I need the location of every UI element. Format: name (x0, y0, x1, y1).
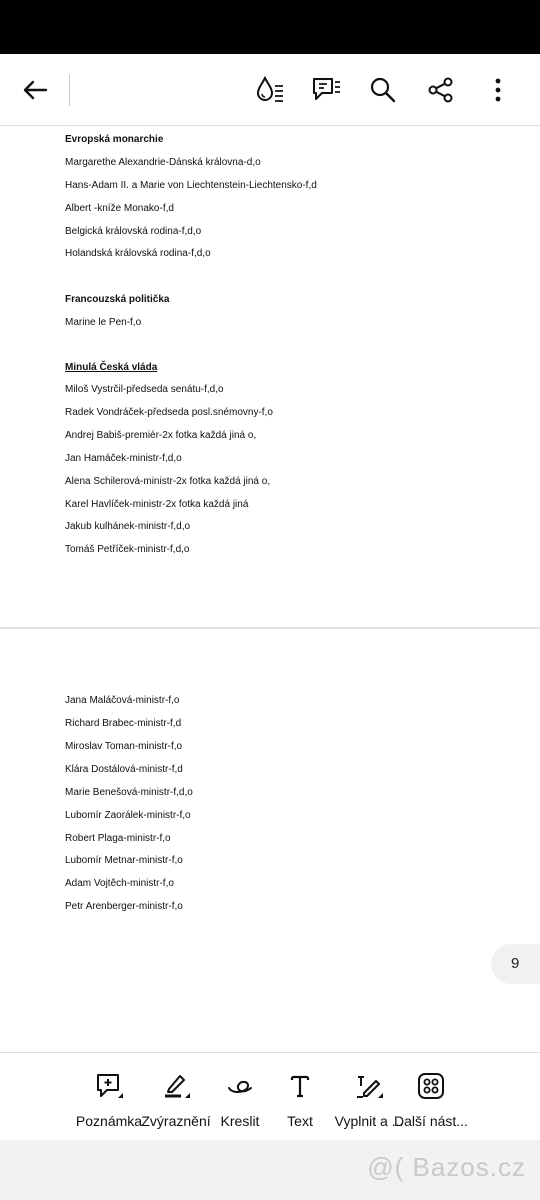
more-tools-icon (416, 1071, 446, 1101)
tool-label: Zvýraznění (141, 1113, 211, 1129)
watermark-band (0, 1140, 540, 1200)
section-heading: Francouzská politička (65, 294, 170, 305)
search-icon[interactable] (361, 68, 405, 112)
page-number-badge[interactable]: 9 (491, 944, 540, 984)
document-line: Klára Dostálová-ministr-f,d (65, 764, 183, 775)
document-line: Margarethe Alexandrie-Dánská královna-d,o (65, 157, 261, 168)
tool-label: Text (287, 1113, 313, 1129)
document-line: Richard Brabec-ministr-f,d (65, 718, 182, 729)
tool-label: Vyplnit a ... (334, 1113, 404, 1129)
document-line: Holandská královská rodina-f,d,o (65, 248, 211, 259)
document-line: Radek Vondráček-předseda posl.snémovny-f,o (65, 407, 273, 418)
tool-more[interactable] (386, 1069, 476, 1133)
watermark-text: @( Bazos.cz (367, 1152, 526, 1182)
bottom-tools-bar (0, 1052, 540, 1140)
document-line: Jakub kulhánek-ministr-f,d,o (65, 521, 191, 532)
document-line: Miroslav Toman-ministr-f,o (65, 741, 183, 752)
toolbar-divider (69, 74, 70, 106)
status-bar (0, 0, 540, 54)
document-line: Marie Benešová-ministr-f,d,o (65, 787, 193, 798)
share-icon[interactable] (419, 68, 463, 112)
draw-icon (225, 1071, 255, 1101)
document-line: Alena Schilerová-ministr-2x fotka každá jiná o, (65, 476, 271, 487)
document-line: Marine le Pen-f,o (65, 317, 142, 328)
document-line: Albert -kníže Monako-f,d (65, 203, 174, 214)
fill-sign-icon (354, 1071, 384, 1101)
document-line: Andrej Babiš-premiér-2x fotka každá jiná o, (65, 430, 257, 441)
section-heading: Evropská monarchie (65, 134, 164, 145)
document-line: Tomáš Petříček-ministr-f,d,o (65, 544, 190, 555)
comments-icon[interactable] (304, 68, 348, 112)
document-page-1 (0, 127, 540, 627)
document-line: Petr Arenberger-ministr-f,o (65, 901, 183, 912)
section-heading: Minulá Česká vláda (65, 362, 158, 373)
comment-add-icon (94, 1071, 124, 1101)
document-line: Jan Hamáček-ministr-f,d,o (65, 453, 182, 464)
document-line: Lubomír Metnar-ministr-f,o (65, 855, 183, 866)
document-page-2 (0, 629, 540, 1049)
tool-label: Další nást... (394, 1113, 468, 1129)
document-line: Miloš Vystrčil-předseda senátu-f,d,o (65, 384, 224, 395)
document-line: Adam Vojtěch-ministr-f,o (65, 878, 174, 889)
back-arrow-icon[interactable] (13, 68, 57, 112)
document-line: Karel Havlíček-ministr-2x fotka každá jiná (65, 499, 249, 510)
document-line: Robert Plaga-ministr-f,o (65, 833, 171, 844)
ink-display-icon[interactable] (248, 68, 292, 112)
document-line: Jana Maláčová-ministr-f,o (65, 695, 180, 706)
top-toolbar (0, 54, 540, 126)
highlighter-icon (161, 1071, 191, 1101)
text-icon (285, 1071, 315, 1101)
tool-label: Kreslit (220, 1113, 260, 1129)
more-icon[interactable] (476, 68, 520, 112)
tool-label: Poznámka (75, 1113, 143, 1129)
document-line: Belgická královská rodina-f,d,o (65, 226, 202, 237)
document-line: Hans-Adam II. a Marie von Liechtenstein-Liechtensko-f,d (65, 180, 317, 191)
document-line: Lubomír Zaorálek-ministr-f,o (65, 810, 191, 821)
